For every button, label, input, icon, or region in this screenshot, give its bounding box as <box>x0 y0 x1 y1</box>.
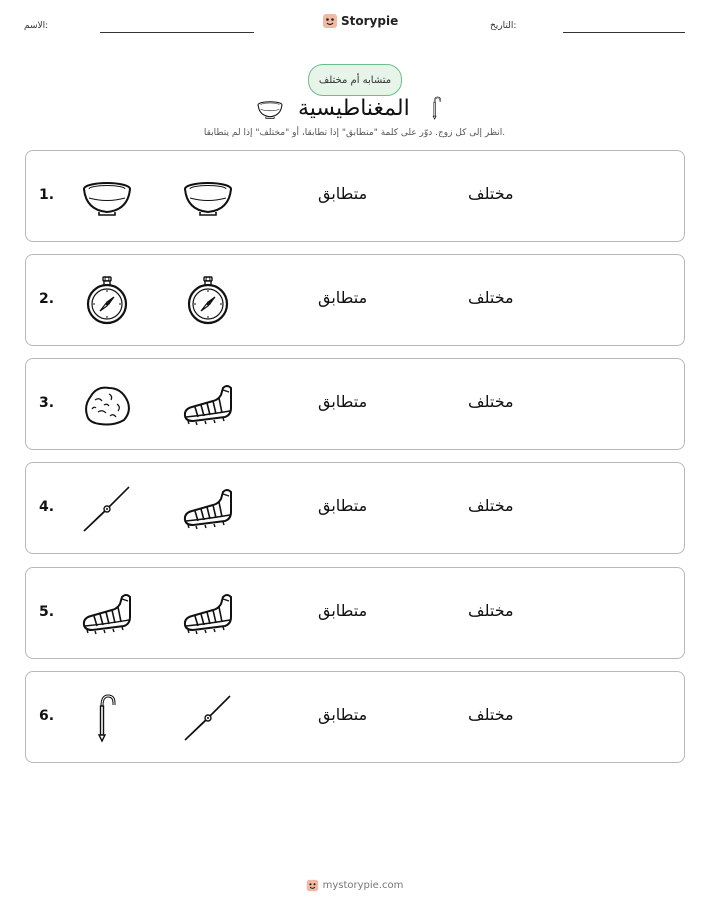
footer-url: mystorypie.com <box>322 880 404 891</box>
compass-needle-icon <box>80 484 134 534</box>
hook-icon <box>80 693 134 743</box>
row-number: 5. <box>39 604 55 620</box>
shoe-icon <box>80 589 134 639</box>
brand-logo <box>322 13 398 29</box>
exercise-row <box>25 254 685 346</box>
match-option[interactable]: متطابق <box>318 496 368 515</box>
exercise-row <box>25 671 685 763</box>
different-option[interactable]: مختلف <box>468 392 514 411</box>
worksheet-type-badge: متشابه أم مختلف <box>308 64 402 96</box>
page-title: المغناطيسية <box>298 96 410 121</box>
hook-icon <box>424 88 450 128</box>
compass-needle-icon <box>181 693 235 743</box>
shoe-icon <box>181 380 235 430</box>
different-option[interactable]: مختلف <box>468 288 514 307</box>
instructions: انظر إلى كل زوج. دوّر على كلمة "متطابق" إذا تطابقا، أو "مختلف" إذا لم يتطابقا. <box>203 128 506 138</box>
different-option[interactable]: مختلف <box>468 601 514 620</box>
match-option[interactable]: متطابق <box>318 184 368 203</box>
footer <box>0 879 709 892</box>
mascot-icon <box>306 879 319 892</box>
rock-icon <box>80 380 134 430</box>
bowl-icon <box>181 172 235 222</box>
compass-icon <box>80 276 134 326</box>
different-option[interactable]: مختلف <box>468 496 514 515</box>
date-label: التاريخ: <box>490 21 517 31</box>
shoe-icon <box>181 589 235 639</box>
different-option[interactable]: مختلف <box>468 184 514 203</box>
date-line[interactable] <box>563 32 685 33</box>
exercise-row <box>25 150 685 242</box>
different-option[interactable]: مختلف <box>468 705 514 724</box>
compass-icon <box>181 276 235 326</box>
row-number: 3. <box>39 395 55 411</box>
row-number: 2. <box>39 291 55 307</box>
bowl-icon <box>256 96 284 122</box>
exercise-row <box>25 567 685 659</box>
match-option[interactable]: متطابق <box>318 288 368 307</box>
match-option[interactable]: متطابق <box>318 705 368 724</box>
shoe-icon <box>181 484 235 534</box>
mascot-icon <box>322 13 338 29</box>
name-label: الاسم: <box>24 21 49 31</box>
row-number: 1. <box>39 187 55 203</box>
title-block <box>250 96 450 128</box>
exercise-row <box>25 462 685 554</box>
name-line[interactable] <box>100 32 254 33</box>
match-option[interactable]: متطابق <box>318 392 368 411</box>
exercise-row <box>25 358 685 450</box>
row-number: 4. <box>39 499 55 515</box>
row-number: 6. <box>39 708 55 724</box>
bowl-icon <box>80 172 134 222</box>
brand-name: Storypie <box>341 14 399 28</box>
match-option[interactable]: متطابق <box>318 601 368 620</box>
